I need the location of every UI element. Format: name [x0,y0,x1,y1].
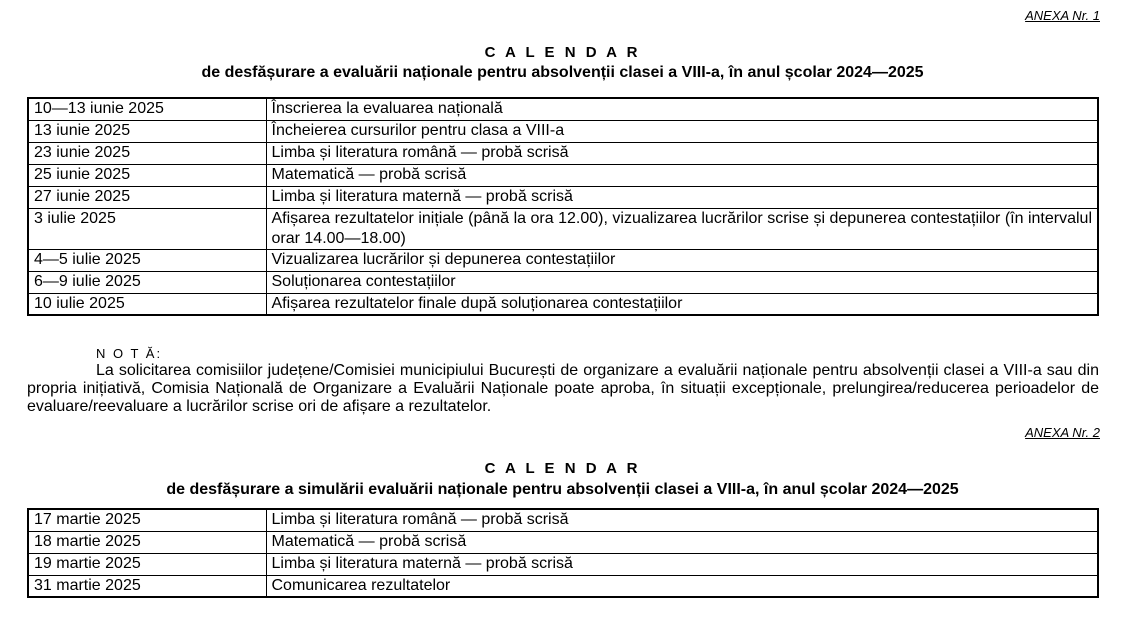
date-cell: 3 iulie 2025 [28,208,266,249]
activity-cell: Matematică — probă scrisă [266,531,1098,553]
date-cell: 27 iunie 2025 [28,186,266,208]
activity-cell: Limba și literatura română — probă scrisă [266,509,1098,531]
date-cell: 31 martie 2025 [28,575,266,597]
activity-cell: Afișarea rezultatelor inițiale (până la ora 12.00), vizualizarea lucrărilor scrise și depunerea contestațiilor (în intervalul orar 14.00—18.00) [266,208,1098,249]
annex-2-calendar-table [27,508,1099,598]
date-cell: 10—13 iunie 2025 [28,98,266,120]
table-row [28,142,1098,164]
note-text: La solicitarea comisiilor județene/Comisiei municipiului București de organizare a evaluării naționale pentru absolvenții clasei a VIII-a sau din propria inițiativă, Comisia Națională de Organizare a Evaluării Naționale poate aproba, în situații excepționale, prelungirea/reducerea perioadelor de evaluare/reevaluare a lucrărilor scrise ori de afișare a rezultatelor. [27,362,1099,415]
annex-2-label: ANEXA Nr. 2 [1025,425,1100,440]
date-cell: 4—5 iulie 2025 [28,249,266,271]
date-cell: 19 martie 2025 [28,553,266,575]
table-row [28,509,1098,531]
activity-cell: Limba și literatura maternă — probă scrisă [266,553,1098,575]
annex-1-table-body [28,98,1098,315]
activity-cell: Limba și literatura română — probă scrisă [266,142,1098,164]
date-cell: 23 iunie 2025 [28,142,266,164]
table-row [28,271,1098,293]
annex-1-label: ANEXA Nr. 1 [1025,8,1100,23]
table-row [28,249,1098,271]
activity-cell: Înscrierea la evaluarea națională [266,98,1098,120]
date-cell: 17 martie 2025 [28,509,266,531]
date-cell: 18 martie 2025 [28,531,266,553]
annex-2-subtitle: de desfășurare a simulării evaluării naționale pentru absolvenții clasei a VIII-a, în anul școlar 2024—2025 [166,481,959,498]
date-cell: 6—9 iulie 2025 [28,271,266,293]
date-cell: 10 iulie 2025 [28,293,266,315]
table-row [28,293,1098,315]
activity-cell: Soluționarea contestațiilor [266,271,1098,293]
activity-cell: Afișarea rezultatelor finale după soluționarea contestațiilor [266,293,1098,315]
note-label: N O T Ă: [96,346,163,361]
activity-cell: Încheierea cursurilor pentru clasa a VIII-a [266,120,1098,142]
activity-cell: Matematică — probă scrisă [266,164,1098,186]
annex-1-title: C A L E N D A R [484,44,641,61]
annex-2-title: C A L E N D A R [484,460,641,477]
table-row [28,120,1098,142]
date-cell: 25 iunie 2025 [28,164,266,186]
table-row [28,186,1098,208]
table-row [28,531,1098,553]
activity-cell: Comunicarea rezultatelor [266,575,1098,597]
table-row [28,208,1098,249]
table-row [28,553,1098,575]
table-row [28,164,1098,186]
table-row [28,98,1098,120]
activity-cell: Limba și literatura maternă — probă scrisă [266,186,1098,208]
table-row [28,575,1098,597]
annex-1-subtitle: de desfășurare a evaluării naționale pentru absolvenții clasei a VIII-a, în anul școlar 2024—2025 [201,64,924,81]
annex-1-calendar-table [27,97,1099,316]
date-cell: 13 iunie 2025 [28,120,266,142]
activity-cell: Vizualizarea lucrărilor și depunerea contestațiilor [266,249,1098,271]
annex-2-table-body [28,509,1098,597]
